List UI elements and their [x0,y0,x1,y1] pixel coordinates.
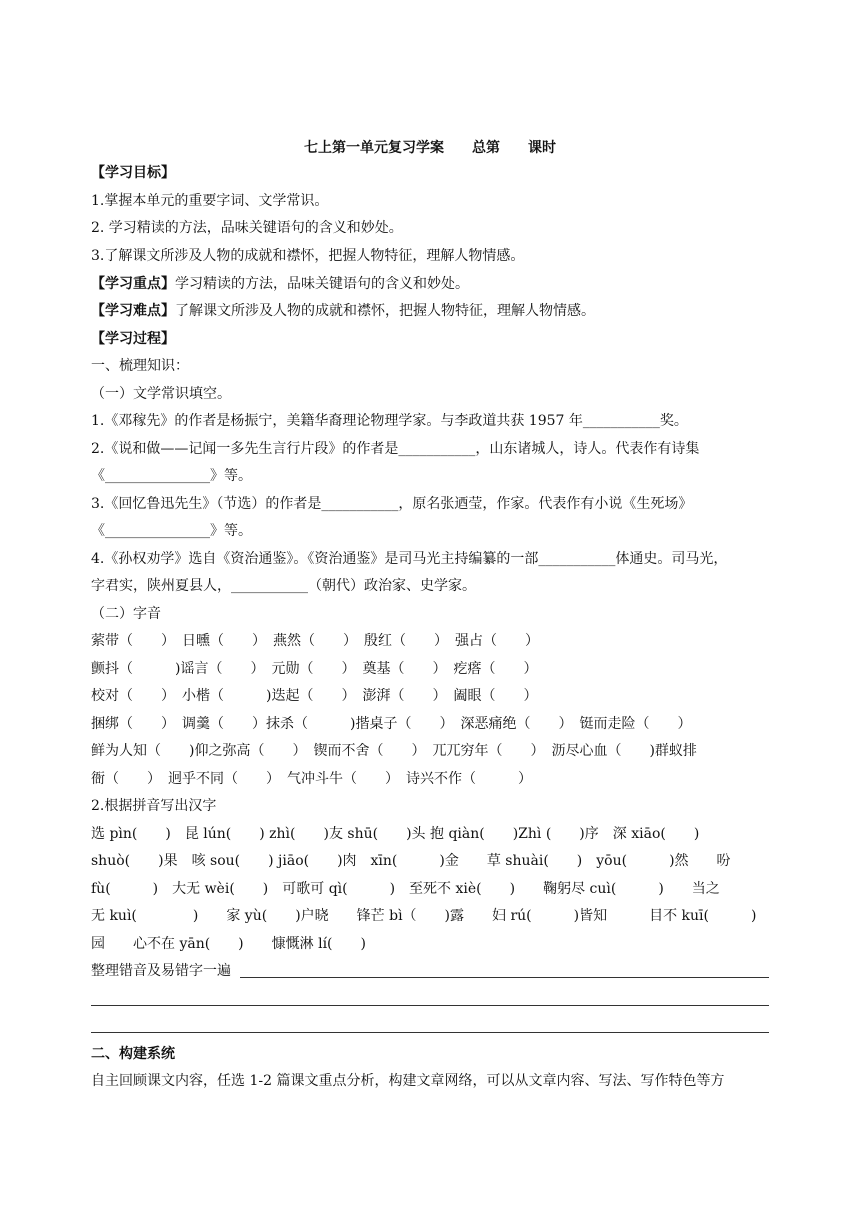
question-4-cont: 字君实，陕州夏县人，___________（朝代）政治家、史学家。 [91,578,476,594]
difficulty-line [91,301,781,321]
question-3-cont: 《_______________》等。 [91,523,252,539]
difficulty-text: 了解课文所涉及人物的成就和襟怀，把握人物特征，理解人物情感。 [175,303,595,319]
question-2-cont: 《_______________》等。 [91,468,252,484]
difficulty-heading: 【学习难点】 [91,303,175,319]
goal-item: 1.掌握本单元的重要字词、文学常识。 [91,193,329,209]
answer-line [91,1032,769,1033]
pinyin-row: shuò( )果 咳 sou( ) jiāo( )肉 xīn( )金 草 shuài( ) yōu( )然 吩 [91,853,731,869]
part-one-heading: 一、梳理知识： [91,358,189,374]
pronunciation-subheading: （二）字音 [91,606,161,622]
focus-text: 学习精读的方法，品味关键语句的含义和妙处。 [175,276,469,292]
pinyin-row: 园 心不在 yān( ) 慷慨淋 lí( ) [91,936,366,952]
answer-line [91,1005,769,1006]
pronunciation-row: 衙（ ） 迥乎不同（ ） 气冲斗牛（ ） 诗兴不作（ ） [91,771,532,787]
focus-heading: 【学习重点】 [91,276,175,292]
literature-subheading: （一）文学常识填空。 [91,386,231,402]
pronunciation-row: 颤抖（ )谣言（ ） 元勋（ ） 奠基（ ） 疙瘩（ ） [91,661,538,677]
document-title: 七上第一单元复习学案 总第 课时 [304,140,556,156]
question-3: 3.《回忆鲁迅先生》（节选）的作者是___________，原名张迺莹，作家。代表作有小说《生死场》 [91,496,693,512]
pinyin-row: fù( ) 大无 wèi( ) 可歌可 qì( ) 至死不 xiè( ) 鞠躬尽 cuì( ) 当之 [91,881,720,897]
goal-item: 2. 学习精读的方法，品味关键语句的含义和妙处。 [91,220,403,236]
pronunciation-row: 鲜为人知（ )仰之弥高（ ） 锲而不舍（ ） 兀兀穷年（ ） 沥尽心血（ )群蚁排 [91,743,697,759]
pinyin-heading: 2.根据拼音写出汉字 [91,798,217,814]
focus-line [91,274,781,294]
system-text: 自主回顾课文内容，任选 1-2 篇课文重点分析，构建文章网络，可以从文章内容、写法、写作特色等方 [91,1073,725,1089]
goal-item: 3.了解课文所涉及人物的成就和襟怀，把握人物特征，理解人物情感。 [91,248,525,264]
pronunciation-row: 校对（ ） 小楷（ )迭起（ ） 澎湃（ ） 阖眼（ ） [91,688,538,704]
pinyin-row: 选 pìn( ) 昆 lún( ) zhì( )友 shū( )头 抱 qiàn( )Zhì ( )序 深 xiāo( ) [91,826,700,842]
pinyin-row: 无 kuì( ) 家 yù( )户晓 锋芒 bì（ )露 妇 rú( )皆知 目不 kuī( ) [91,908,757,924]
question-2: 2.《说和做——记闻一多先生言行片段》的作者是___________，山东诸城人，诗人。代表作有诗集 [91,441,700,457]
pronunciation-row: 萦带（ ） 日曛（ ） 燕然（ ） 殷红（ ） 强占（ ） [91,633,539,649]
goals-heading: 【学习目标】 [91,165,175,181]
errors-label: 整理错音及易错字一遍 [91,963,231,979]
question-1: 1.《邓稼先》的作者是杨振宁，美籍华裔理论物理学家。与李政道共获 1957 年___________奖。 [91,413,688,429]
answer-line [240,977,769,978]
process-heading: 【学习过程】 [91,331,175,347]
question-4: 4.《孙权劝学》选自《资治通鉴》。《资治通鉴》是司马光主持编纂的一部___________体通史。司马光， [91,551,728,567]
system-heading: 二、构建系统 [91,1046,175,1062]
pronunciation-row: 捆绑（ ） 调羹（ ）抹杀（ )揩桌子（ ） 深恶痛绝（ ） 铤而走险（ ） [91,716,692,732]
